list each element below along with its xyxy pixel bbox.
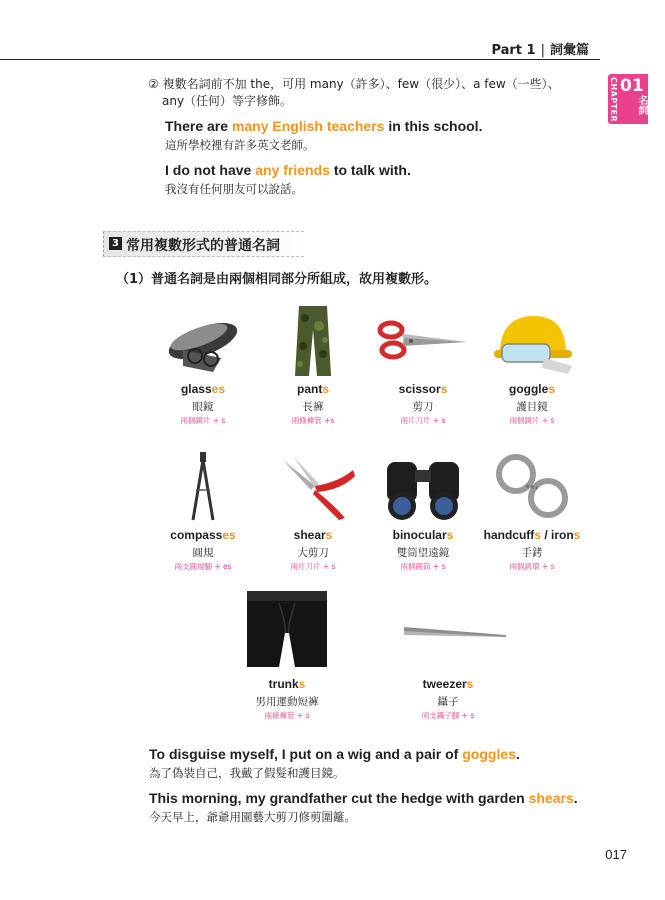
plural-hint: 兩片刀片 + s [290, 562, 336, 571]
vocab-meaning: 剪刀 [412, 401, 434, 413]
note-line-1: ② 複數名詞前不加 the，可用 many（許多）、few（很少）、a few（一些）、 [148, 77, 560, 91]
plural-hint: 兩個鏡片 + s [509, 416, 555, 425]
chapter-name: 名詞 [636, 95, 647, 115]
running-header [491, 39, 589, 58]
header-section-label: 詞彙篇 [549, 43, 589, 58]
vocab-word: scissors [398, 382, 448, 396]
vocab-item-pants [253, 306, 373, 426]
note-line-2: any（任何）等字修飾。 [162, 94, 293, 108]
vocab-item-tweezers [388, 587, 508, 721]
vocab-word: pants [296, 382, 330, 396]
example-sentence-3 [149, 746, 520, 781]
example-sentence-4 [149, 790, 578, 825]
vocab-item-glasses [143, 306, 263, 426]
vocab-meaning: 雙筒望遠鏡 [396, 547, 450, 559]
example-translation: 為了偽裝自己，我戴了假髮和護目鏡。 [149, 766, 345, 780]
example-translation: 今天早上，爺爺用園藝大剪刀修剪圍籬。 [149, 810, 356, 824]
section-title: 常用複數形式的普通名詞 [126, 238, 280, 254]
vocab-word: goggles [508, 382, 555, 396]
plural-hint: 兩片刀片 + s [400, 416, 446, 425]
vocab-item-scissors [363, 306, 483, 426]
plural-hint: 兩個銬環 + s [509, 562, 555, 571]
compass-icon [143, 452, 263, 522]
scissors-icon [363, 306, 483, 376]
handcuffs-icon [472, 452, 592, 522]
plural-hint: 兩支鑷子腳 + s [421, 711, 475, 720]
vocab-word: shears [293, 528, 333, 542]
tweezers-icon [388, 587, 508, 671]
vocab-word: binoculars [392, 528, 454, 542]
vocab-item-goggles [472, 306, 592, 426]
highlight-phrase: shears [528, 790, 574, 806]
section-heading [103, 231, 304, 257]
vocab-word: compasses [170, 528, 236, 542]
grammar-note [148, 76, 588, 110]
plural-hint: 兩條褲管 + s [264, 711, 310, 720]
vocab-word: glasses [180, 382, 226, 396]
chapter-number: 01 [620, 76, 644, 96]
plural-hint: 兩支圓規腳 + es [174, 562, 232, 571]
goggles-icon [472, 306, 592, 376]
page-number: 017 [605, 847, 627, 862]
chapter-word: CHAPTER [609, 77, 618, 123]
highlight-phrase: any friends [255, 162, 330, 178]
vocab-item-handcuffs [472, 452, 592, 572]
plural-hint: 兩條褲管 +s [291, 416, 335, 425]
example-english: I do not have any friends to talk with. [165, 162, 411, 178]
vocab-meaning: 圓規 [192, 547, 214, 559]
vocab-word: tweezers [422, 677, 474, 691]
shears-icon [253, 452, 373, 522]
highlight-phrase: many English teachers [231, 118, 385, 134]
binoculars-icon [363, 452, 483, 522]
example-translation: 這所學校裡有許多英文老師。 [165, 138, 315, 152]
example-english: To disguise myself, I put on a wig and a pair of goggles. [149, 746, 520, 762]
vocab-meaning: 男用運動短褲 [255, 696, 319, 708]
header-separator: | [540, 43, 545, 58]
vocab-meaning: 手銬 [521, 547, 543, 559]
subsection-heading: （1）普通名詞是由兩個相同部分所組成，故用複數形。 [116, 272, 438, 287]
highlight-phrase: goggles [462, 746, 516, 762]
example-sentence-1 [165, 118, 482, 153]
pants-icon [253, 306, 373, 376]
vocab-word: trunks [268, 677, 306, 691]
vocab-meaning: 大剪刀 [297, 547, 329, 559]
example-english: This morning, my grandfather cut the hedge with garden shears. [149, 790, 578, 806]
header-part-label: Part 1 [491, 43, 536, 58]
trunks-icon [227, 587, 347, 671]
vocab-meaning: 長褲 [302, 401, 324, 413]
vocab-item-trunks [227, 587, 347, 721]
example-translation: 我沒有任何朋友可以說話。 [165, 182, 303, 196]
vocab-meaning: 鑷子 [437, 696, 459, 708]
section-number-badge: 3 [109, 237, 122, 250]
chapter-tab[interactable] [608, 74, 648, 124]
vocab-item-compasses [143, 452, 263, 572]
glasses-case-icon [143, 306, 263, 376]
plural-hint: 兩個圓筒 + s [400, 562, 446, 571]
vocab-item-shears [253, 452, 373, 572]
example-english: There are many English teachers in this school. [165, 118, 483, 134]
vocab-meaning: 護目鏡 [516, 401, 548, 413]
plural-hint: 兩個鏡片 + s [180, 416, 226, 425]
example-sentence-2 [165, 162, 411, 197]
header-rule [0, 59, 600, 60]
vocab-item-binoculars [363, 452, 483, 572]
vocab-word: handcuffs / irons [483, 528, 581, 542]
vocab-meaning: 眼鏡 [192, 401, 214, 413]
